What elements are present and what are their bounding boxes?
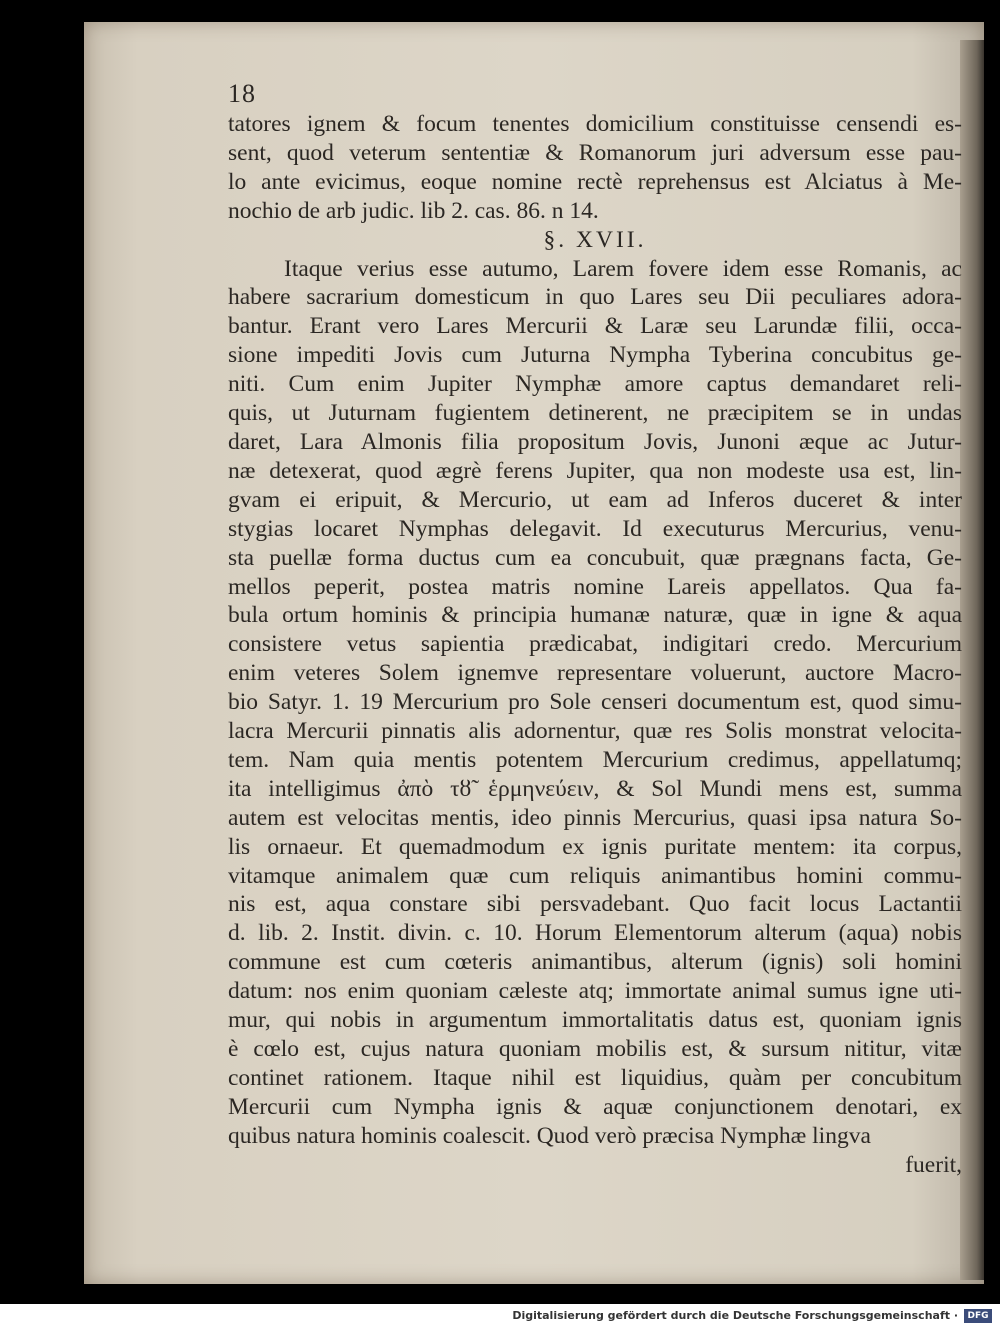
catchword: fuerit, (905, 1151, 962, 1178)
text-line: tem. Nam quia mentis potentem Mercurium credimus, appellatumq; (228, 746, 962, 773)
text-line: nochio de arb judic. lib 2. cas. 86. n 14. (228, 197, 599, 224)
text-line: sione impediti Jovis cum Juturna Nympha Tyberina concubitus ge- (228, 342, 962, 369)
text-line: vitamque animalem quæ cum reliquis animantibus homini commu- (228, 862, 962, 889)
page-edge (960, 40, 984, 1280)
text-line: lo ante evicimus, eoque nomine rectè reprehensus est Alciatus à Me- (228, 168, 962, 195)
page-number: 18 (228, 79, 256, 108)
text-line: lis ornaeur. Et quemadmodum ex ignis puritate mentem: ita corpus, (228, 833, 962, 860)
text-line: habere sacrarium domesticum in quo Lares seu Dii peculiares adora- (228, 284, 962, 311)
text-line: nis est, aqua constare sibi persvadebant. Quo facit locus Lactantii (228, 891, 962, 918)
text-line: autem est velocitas mentis, ideo pinnis Mercurius, quasi ipsa natura So- (228, 804, 962, 831)
text-block-after-heading (228, 255, 962, 1151)
text-line: sent, quod veterum sententiæ & Romanorum juri adversum esse pau- (228, 139, 962, 166)
text-line: Mercurii cum Nympha ignis & aquæ conjunctionem denotari, ex (228, 1093, 962, 1120)
text-line: mur, qui nobis in argumentum immortalitatis datus est, quoniam ignis (228, 1007, 962, 1034)
text-line: bantur. Erant vero Lares Mercurii & Laræ seu Larundæ filii, occa- (228, 313, 962, 340)
text-line: bula ortum hominis & principia humanæ naturæ, quæ in igne & aqua (228, 602, 962, 629)
text-line: daret, Lara Almonis filia propositum Jovis, Junoni æque ac Jutur- (228, 428, 962, 455)
text-line: Itaque verius esse autumo, Larem fovere idem esse Romanis, ac (284, 255, 962, 282)
text-block-before-heading (228, 110, 962, 226)
text-line: è cœlo est, cujus natura quoniam mobilis est, & sursum nititur, vitæ (228, 1036, 962, 1062)
text-line: sta puellæ forma ductus cum ea concubuit, quæ prægnans facta, Ge- (228, 544, 962, 571)
text-line: datum: nos enim quoniam cæleste atq; immortate animal sumus igne uti- (228, 978, 962, 1005)
text-line: stygias locaret Nymphas delegavit. Id executurus Mercurius, venu- (228, 515, 962, 542)
dfg-logo: DFG (964, 1309, 992, 1323)
page-text (228, 80, 962, 1180)
text-line: quis, ut Juturnam fugientem detinerent, ne præcipitem se in undas (228, 400, 962, 427)
text-line: niti. Cum enim Jupiter Nymphæ amore captus demandaret reli- (228, 371, 962, 398)
text-line: d. lib. 2. Instit. divin. c. 10. Horum Elementorum alterum (aqua) nobis (228, 920, 962, 947)
text-line: lacra Mercurii pinnatis alis adornentur, quæ res Solis monstrat velocita- (228, 718, 962, 745)
footer-credit: Digitalisierung gefördert durch die Deutsche Forschungsgemeinschaft · (512, 1309, 958, 1322)
text-line: enim veteres Solem ignemve representare voluerunt, auctore Macro- (228, 660, 962, 687)
text-line: gvam ei eripuit, & Mercurio, ut eam ad Inferos duceret & inter (228, 486, 962, 513)
text-line: consistere vetus sapientia prædicabat, indigitari credo. Mercurium (228, 631, 962, 658)
footer-bar (0, 1304, 1000, 1328)
text-line: commune est cum cœteris animantibus, alterum (ignis) soli homini (228, 949, 962, 976)
text-line: mellos peperit, postea matris nomine Lareis appellatos. Qua fa- (228, 573, 962, 600)
text-line: continet rationem. Itaque nihil est liquidius, quàm per concubitum (228, 1064, 962, 1091)
text-line: næ detexerat, quod ægrè ferens Jupiter, qua non modeste usa est, lin- (228, 457, 962, 484)
section-heading: §. XVII. (543, 226, 647, 253)
text-line: tatores ignem & focum tenentes domicilium constituisse censendi es- (228, 111, 962, 137)
text-line: ita intelligimus ἀπὸ τȣ̃ ἑρμηνεύειν, & Sol Mundi mens est, summa (228, 775, 962, 802)
text-line: bio Satyr. 1. 19 Mercurium pro Sole censeri documentum est, quod simu- (228, 689, 962, 716)
text-line: quibus natura hominis coalescit. Quod verò præcisa Nymphæ lingva (228, 1122, 871, 1149)
